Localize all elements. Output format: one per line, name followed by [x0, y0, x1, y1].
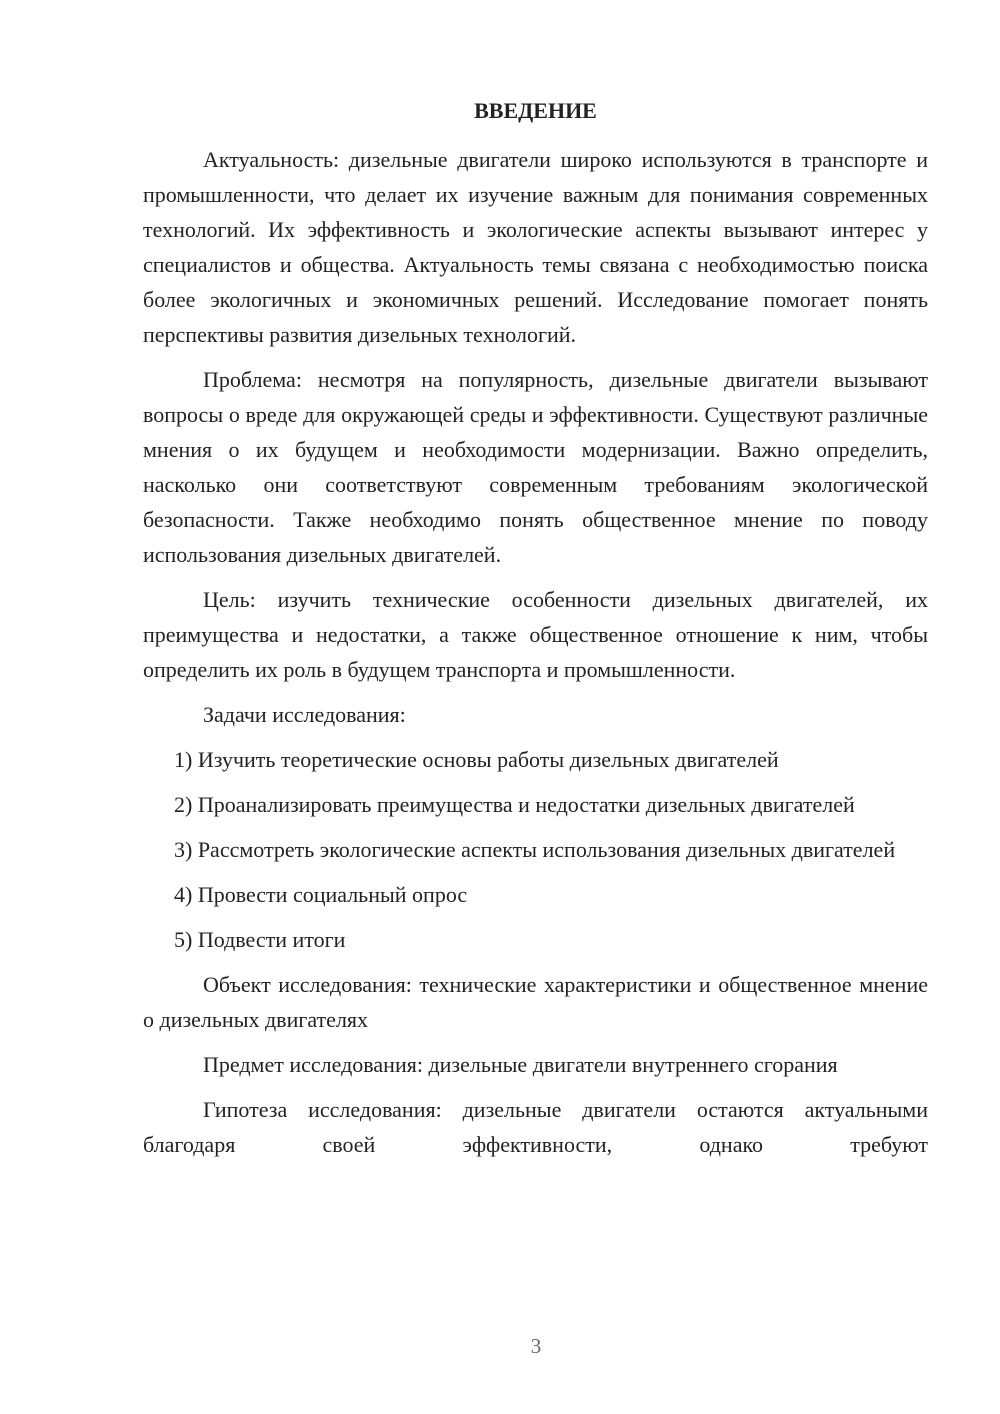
- paragraph-subject: Предмет исследования: дизельные двигатели внутреннего сгорания: [203, 1052, 838, 1077]
- paragraph-problem: Проблема: несмотря на популярность, дизельные двигатели вызывают вопросы о вреде для окружающей среды и эффективности. Существуют различные мнения о их будущем и необходимости модернизации. Важно определить, насколько они соответствуют современным требованиям экологической безопасности. Также необходимо понять общественное мнение по поводу использования дизельных двигателей.: [143, 367, 928, 567]
- section-title: ВВЕДЕНИЕ: [474, 98, 597, 123]
- task-item-1: 1) Изучить теоретические основы работы дизельных двигателей: [174, 747, 779, 772]
- paragraph-relevance: Актуальность: дизельные двигатели широко используются в транспорте и промышленности, что делает их изучение важным для понимания современных технологий. Их эффективность и экологические аспекты вызывают интерес у специалистов и общества. Актуальность темы связана с необходимостью поиска более экологичных и экономичных решений. Исследование помогает понять перспективы развития дизельных технологий.: [143, 147, 928, 347]
- tasks-heading: Задачи исследования:: [203, 702, 406, 727]
- task-item-2: 2) Проанализировать преимущества и недостатки дизельных двигателей: [174, 792, 855, 817]
- page-content: [143, 96, 928, 1172]
- task-item-3: 3) Рассмотреть экологические аспекты использования дизельных двигателей: [174, 837, 896, 862]
- paragraph-hypothesis: Гипотеза исследования: дизельные двигатели остаются актуальными благодаря своей эффективности, однако требуют: [143, 1097, 928, 1157]
- task-item-5: 5) Подвести итоги: [174, 927, 346, 952]
- paragraph-goal: Цель: изучить технические особенности дизельных двигателей, их преимущества и недостатки, а также общественное отношение к ним, чтобы определить их роль в будущем транспорта и промышленности.: [143, 587, 928, 682]
- paragraph-object: Объект исследования: технические характеристики и общественное мнение о дизельных двигателях: [143, 972, 928, 1032]
- task-item-4: 4) Провести социальный опрос: [174, 882, 468, 907]
- page-number: 3: [530, 1334, 542, 1358]
